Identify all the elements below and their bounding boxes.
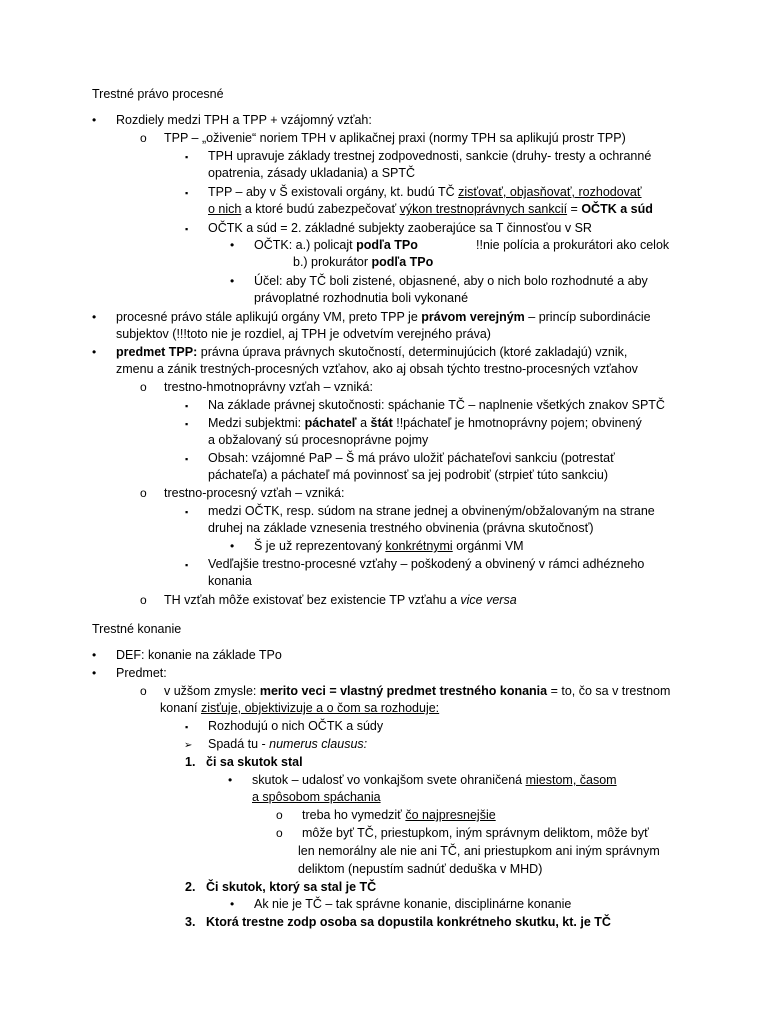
bullet-circle: o (140, 684, 147, 698)
list-item-continuation: konania (208, 574, 252, 588)
bullet-circle: o (140, 131, 147, 145)
list-item: Rozdiely medzi TPH a TPP + vzájomný vzťah: (116, 113, 372, 127)
bullet-circle: o (140, 593, 147, 607)
bullet-square: ▪ (185, 224, 189, 234)
list-item: Obsah: vzájomné PaP – Š má právo uložiť páchateľovi sankciu (potrestať (208, 451, 615, 465)
note-text: !!nie polícia a prokurátori ako celok (476, 238, 670, 252)
list-item: Vedľajšie trestno-procesné vzťahy – poškodený a obvinený v rámci adhézneho (208, 557, 645, 571)
list-item: OČTK: a.) policajt podľa TPo (254, 238, 418, 252)
list-item-continuation: právoplatné rozhodnutia boli vykonané (254, 291, 469, 305)
list-item: TPH upravuje základy trestnej zodpovednosti, sankcie (druhy- tresty a ochranné (208, 149, 652, 163)
bullet-square: ▪ (185, 152, 189, 162)
list-item: Ak nie je TČ – tak správne konanie, disciplinárne konanie (254, 897, 572, 911)
bullet-dot: • (230, 274, 235, 288)
bullet-dot: • (92, 666, 97, 680)
list-item: procesné právo stále aplikujú orgány VM, preto TPP je právom verejným – princíp subordinácie (116, 310, 651, 324)
list-item: TPP – „oživenie“ noriem TPH v aplikačnej praxi (normy TPH sa aplikujú prostr TPP) (164, 131, 626, 145)
list-item-continuation: konaní zisťuje, objektivizuje a o čom sa rozhoduje: (160, 701, 440, 715)
bullet-circle: o (276, 826, 283, 840)
list-item: Na základe právnej skutočnosti: spáchanie TČ – naplnenie všetkých znakov SPTČ (208, 398, 665, 412)
bullet-square: ▪ (185, 454, 189, 464)
bullet-circle: o (140, 486, 147, 500)
bullet-square: ▪ (185, 507, 189, 517)
bullet-dot: • (228, 773, 233, 787)
bullet-dot: • (230, 539, 235, 553)
list-item-continuation: opatrenia, zásady ukladania) a SPTČ (208, 166, 416, 180)
section-heading: Trestné konanie (92, 622, 182, 636)
list-item: medzi OČTK, resp. súdom na strane jednej a obvineným/obžalovaným na strane (208, 504, 655, 518)
bullet-square: ▪ (185, 188, 189, 198)
list-item: DEF: konanie na základe TPo (116, 648, 282, 662)
bullet-dot: • (230, 238, 235, 252)
list-number: 1. (185, 755, 196, 769)
list-item: TPP – aby v Š existovali orgány, kt. budú TČ zisťovať, objasňovať, rozhodovať (208, 185, 642, 199)
list-item-continuation: b.) prokurátor podľa TPo (293, 255, 434, 269)
list-item: môže byť TČ, priestupkom, iným správnym deliktom, môže byť (302, 826, 649, 840)
bullet-dot: • (230, 897, 235, 911)
bullet-square: ▪ (185, 419, 189, 429)
list-item-continuation: páchateľa) a páchateľ má povinnosť sa jej podrobiť (strpieť túto sankciu) (208, 468, 609, 482)
bullet-dot: • (92, 113, 97, 127)
list-item-continuation: a obžalovaný sú procesnoprávne pojmy (208, 433, 429, 447)
list-item: trestno-hmotnoprávny vzťah – vzniká: (164, 380, 373, 394)
bullet-circle: o (276, 808, 283, 822)
list-item: Š je už reprezentovaný konkrétnymi orgánmi VM (254, 539, 524, 553)
list-item: Spadá tu - numerus clausus: (208, 737, 368, 751)
list-item: Účel: aby TČ boli zistené, objasnené, aby o nich bolo rozhodnuté a aby (254, 274, 648, 288)
list-item-continuation: len nemorálny ale nie ani TČ, ani priestupkom ani iným správnym (298, 844, 660, 858)
section-heading: Trestné právo procesné (92, 87, 224, 101)
bullet-circle: o (140, 380, 147, 394)
bullet-square: ▪ (185, 560, 189, 570)
list-item: trestno-procesný vzťah – vzniká: (164, 486, 345, 500)
list-item: či sa skutok stal (206, 755, 303, 769)
list-item: Či skutok, ktorý sa stal je TČ (206, 880, 377, 894)
list-item-continuation: o nich a ktoré budú zabezpečovať výkon trestnoprávnych sankcií = OČTK a súd (208, 202, 653, 216)
list-item: Predmet: (116, 666, 167, 680)
list-item: v užšom zmysle: merito veci = vlastný predmet trestného konania = to, čo sa v trestnom (164, 684, 671, 698)
list-item-continuation: deliktom (nepustím sadnúť deduška v MHD) (298, 862, 543, 876)
list-number: 2. (185, 880, 196, 894)
list-item: Medzi subjektmi: páchateľ a štát !!páchateľ je hmotnoprávny pojem; obvinený (208, 416, 642, 430)
list-item: TH vzťah môže existovať bez existencie TP vzťahu a vice versa (164, 593, 517, 607)
list-item: Ktorá trestne zodp osoba sa dopustila konkrétneho skutku, kt. je TČ (206, 915, 611, 929)
list-item: treba ho vymedziť čo najpresnejšie (302, 808, 496, 822)
bullet-dot: • (92, 345, 97, 359)
list-item-continuation: subjektov (!!!toto nie je rozdiel, aj TPH je odvetvím verejného práva) (116, 327, 491, 341)
list-item-continuation: druhej na základe vznesenia trestného obvinenia (právna skutočnosť) (208, 521, 594, 535)
list-number: 3. (185, 915, 196, 929)
list-item: skutok – udalosť vo vonkajšom svete ohraničená miestom, časom (252, 773, 617, 787)
arrow-bullet-icon: ➢ (184, 740, 193, 751)
bullet-dot: • (92, 648, 97, 662)
list-item-continuation: zmenu a zánik trestných-procesných vzťahov, ako aj obsah týchto trestno-procesných vzťahov (116, 362, 638, 376)
list-item: Rozhodujú o nich OČTK a súdy (208, 719, 384, 733)
bullet-square: ▪ (185, 722, 189, 732)
bullet-dot: • (92, 310, 97, 324)
list-item: predmet TPP: právna úprava právnych skutočností, determinujúcich (ktoré zakladajú) vznik, (116, 345, 628, 359)
bullet-square: ▪ (185, 401, 189, 411)
list-item: OČTK a súd = 2. základné subjekty zaoberajúce sa T činnosťou v SR (208, 221, 592, 235)
list-item-continuation: a spôsobom spáchania (252, 790, 381, 804)
